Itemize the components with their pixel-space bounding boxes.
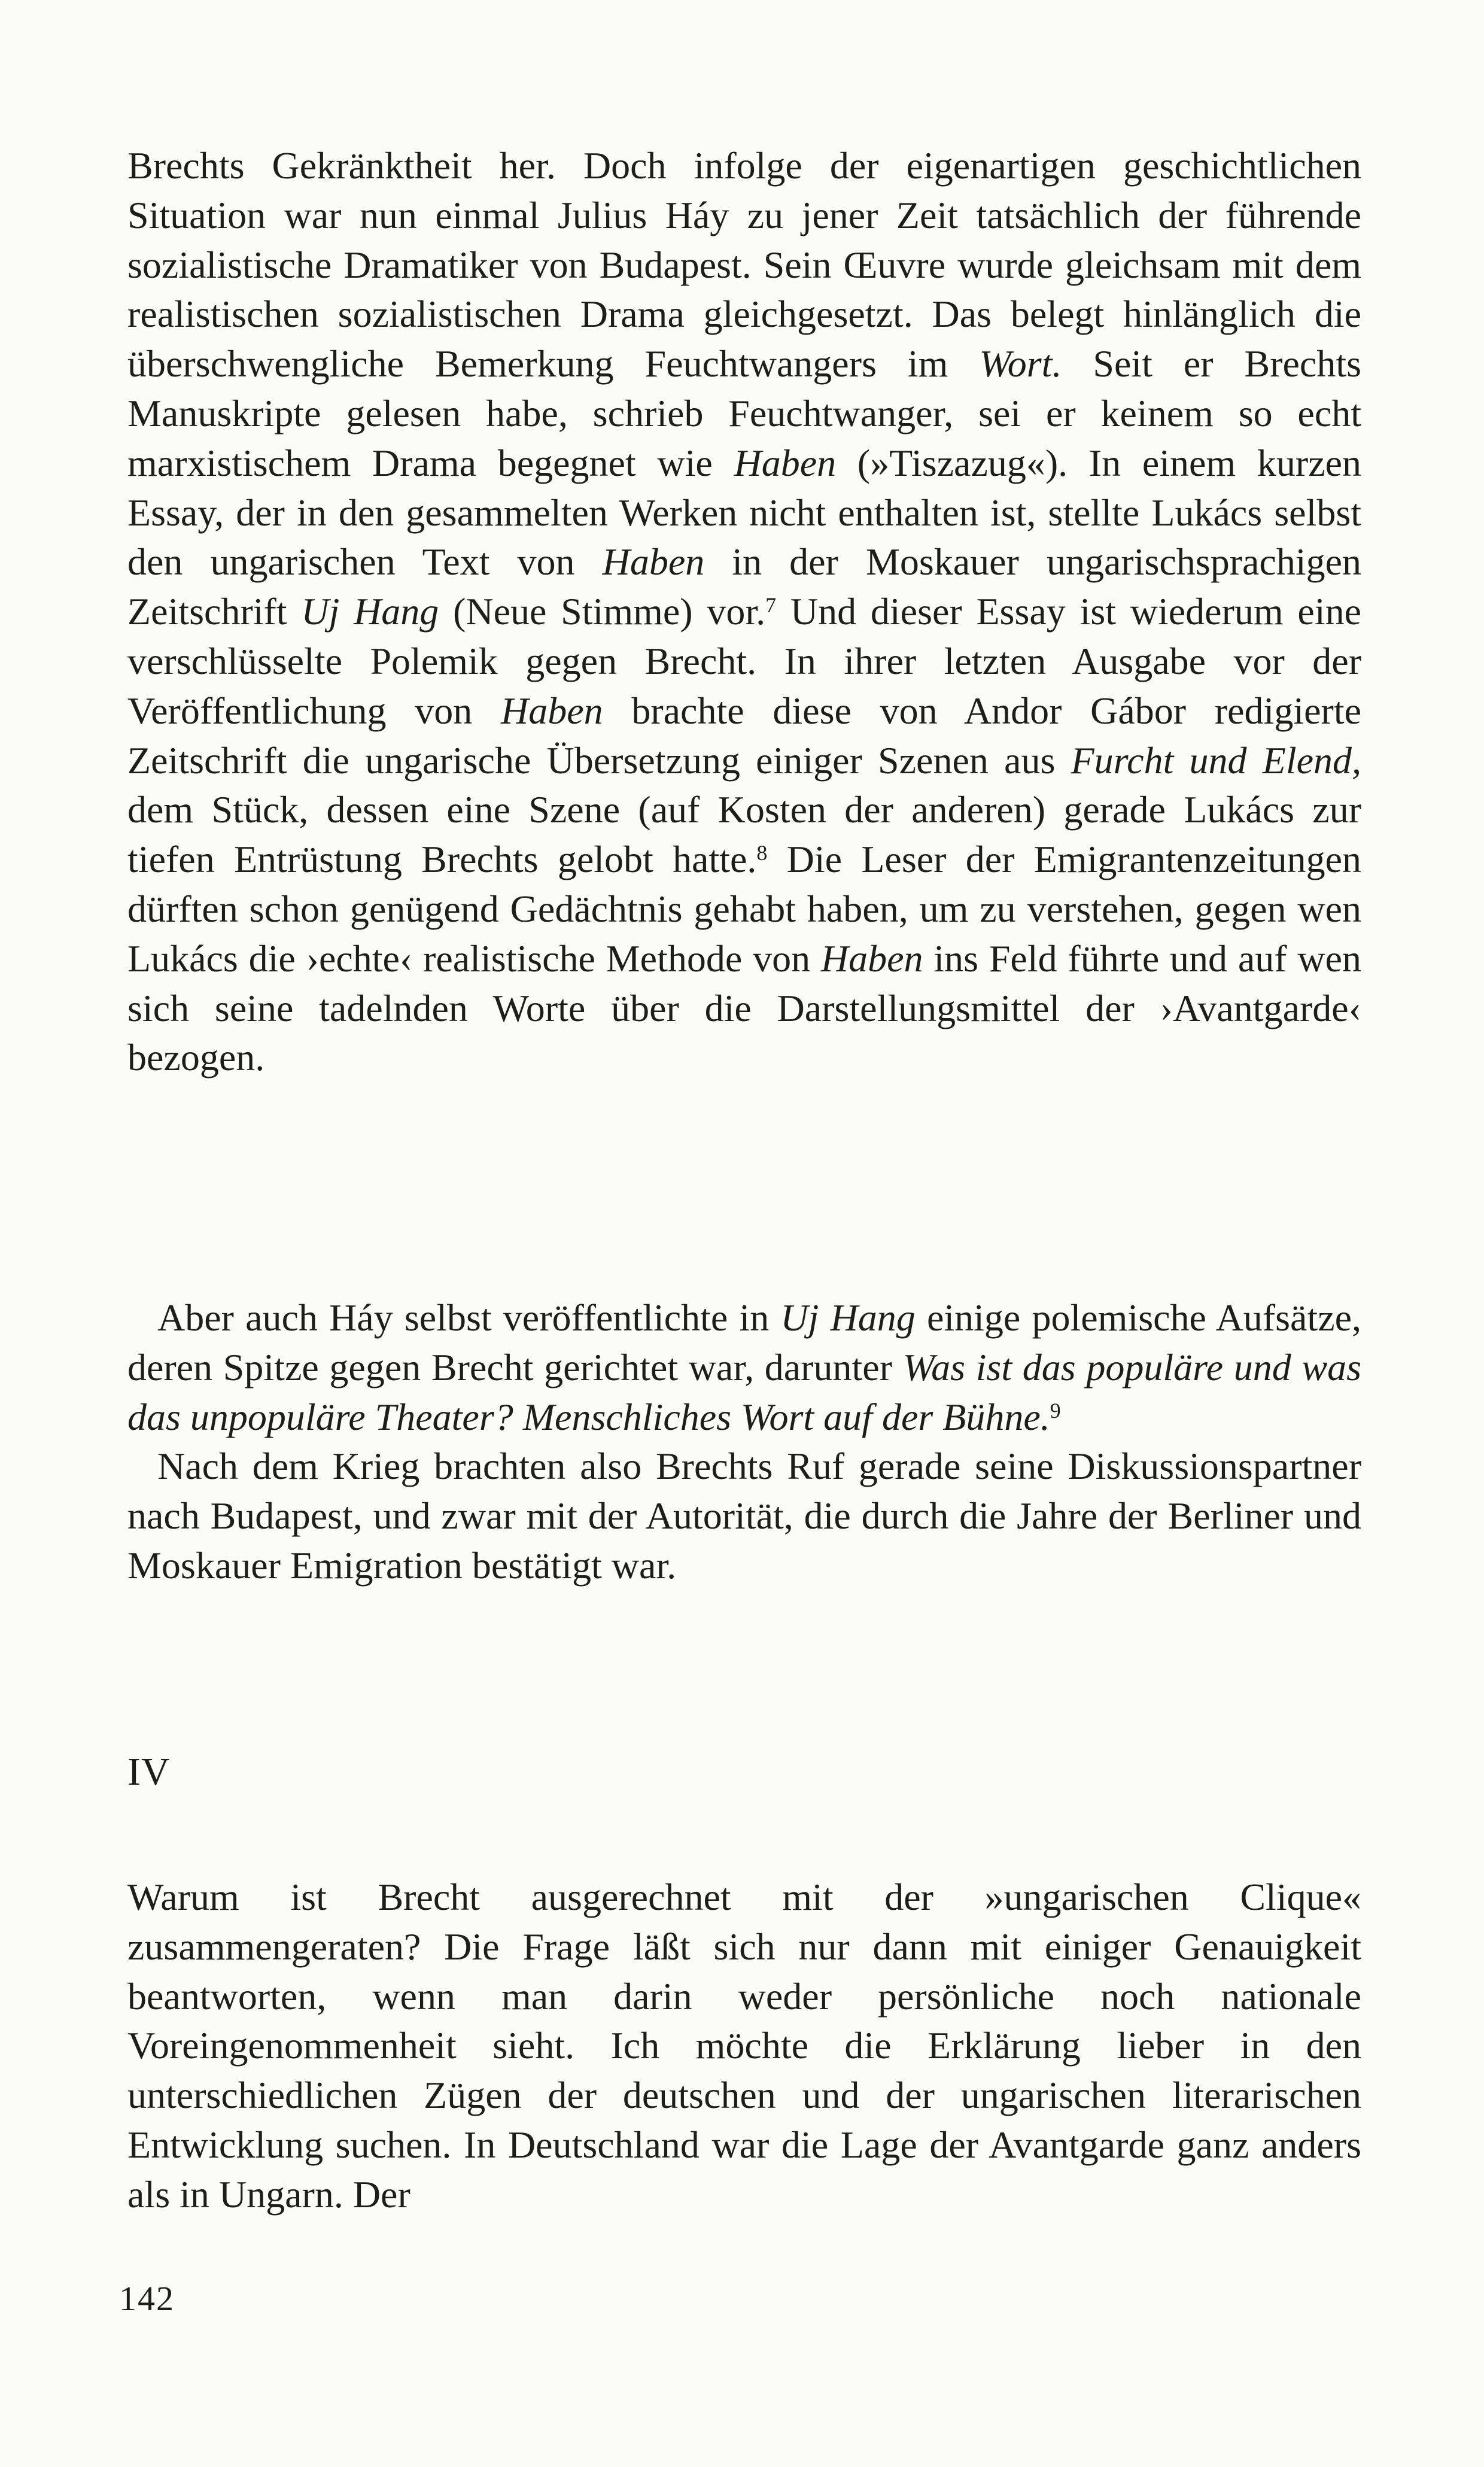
paragraph: [127, 1442, 1361, 1590]
text-run: brachte diese von Andor Gábor redigierte Zeitschrift die ungarische Übersetzung einiger Szenen aus: [127, 689, 1362, 782]
footnote-ref: 8: [756, 841, 768, 865]
text-run: Warum ist Brecht ausgerechnet mit der »ungarischen Clique« zusammengeraten? Die Frage läßt sich nur dann mit einiger Genauigkeit beantworten, wenn man darin weder persönliche noch nationale Voreingenommenheit sieht. Ich möchte die Erklärung lieber in den unterschiedlichen Zügen der deutschen und der ungarischen literarischen Entwicklung suchen. In Deutschland war die Lage der Avantgarde ganz anders als in Ungarn. Der: [127, 1876, 1361, 2216]
text-run: in der Moskauer ungarischsprachigen Zeitschrift: [127, 540, 1361, 633]
text-run: (Neue Stimme) vor.: [439, 590, 766, 633]
text-run: (»Tiszazug«). In einem kurzen Essay, der in den gesammelten Werken nicht enthalten ist, stellte Lukács selbst den ungarischen Text von: [127, 441, 1361, 584]
page-number: 142: [119, 2279, 175, 2318]
body-text-bottom: [127, 1873, 1361, 2220]
footnote-ref: 9: [1050, 1398, 1061, 1423]
text-run: Aber auch Háy selbst veröffentlichte in: [157, 1296, 781, 1339]
paragraph: [127, 141, 1361, 1083]
italic-text: Haben: [734, 441, 837, 484]
text-run: Nach dem Krieg brachten also Brechts Ruf gerade seine Diskussionspartner nach Budapest, und zwar mit der Autorität, die durch die Jahre der Berliner und Moskauer Emigration bestätigt war.: [127, 1445, 1361, 1587]
italic-text: Uj Hang: [301, 590, 439, 633]
italic-text: Furcht und Elend,: [1071, 739, 1361, 782]
footnote-ref: 7: [765, 593, 777, 618]
italic-text: Haben: [820, 937, 923, 980]
section-heading: IV: [127, 1750, 171, 1794]
body-text-top: [127, 141, 1361, 1083]
body-text-middle: [127, 1293, 1361, 1591]
italic-text: Was ist das populäre und was das unpopuläre Theater? Menschliches Wort auf der Bühne.: [127, 1345, 1362, 1438]
text-run: einige polemische Aufsätze, deren Spitze gegen Brecht gerichtet war, darunter: [127, 1296, 1361, 1389]
text-run: dem Stück, dessen eine Szene (auf Kosten der anderen) gerade Lukács zur tiefen Entrüstung Brechts gelobt hatte.: [127, 788, 1361, 881]
italic-text: Haben: [602, 540, 705, 584]
text-run: Seit er Brechts Manuskripte gelesen habe, schrieb Feuchtwanger, sei er keinem so echt marxistischem Drama begegnet wie: [127, 342, 1362, 484]
italic-text: Haben: [500, 689, 603, 732]
text-run: ins Feld führte und auf wen sich seine tadelnden Worte über die Darstellungsmittel der ›Avantgarde‹ bezogen.: [127, 937, 1361, 1079]
text-run: Und dieser Essay ist wiederum eine verschlüsselte Polemik gegen Brecht. In ihrer letzten Ausgabe vor der Veröffentlichung von: [127, 590, 1362, 732]
paragraph: [127, 1873, 1361, 2220]
paragraph: [127, 1293, 1361, 1442]
text-run: Die Leser der Emigrantenzeitungen dürften schon genügend Gedächtnis gehabt haben, um zu verstehen, gegen wen Lukács die ›echte‹ realistische Methode von: [127, 838, 1361, 980]
italic-text: Wort.: [979, 342, 1062, 385]
italic-text: Uj Hang: [780, 1296, 916, 1339]
text-run: Brechts Gekränktheit her. Doch infolge der eigenartigen geschichtlichen Situation war nun einmal Julius Háy zu jener Zeit tatsächlich der führende sozialistische Dramatiker von Budapest. Sein Œuvre wurde gleichsam mit dem realistischen sozialistischen Drama gleichgesetzt. Das belegt hinlänglich die überschwengliche Bemerkung Feuchtwangers im: [127, 144, 1361, 385]
